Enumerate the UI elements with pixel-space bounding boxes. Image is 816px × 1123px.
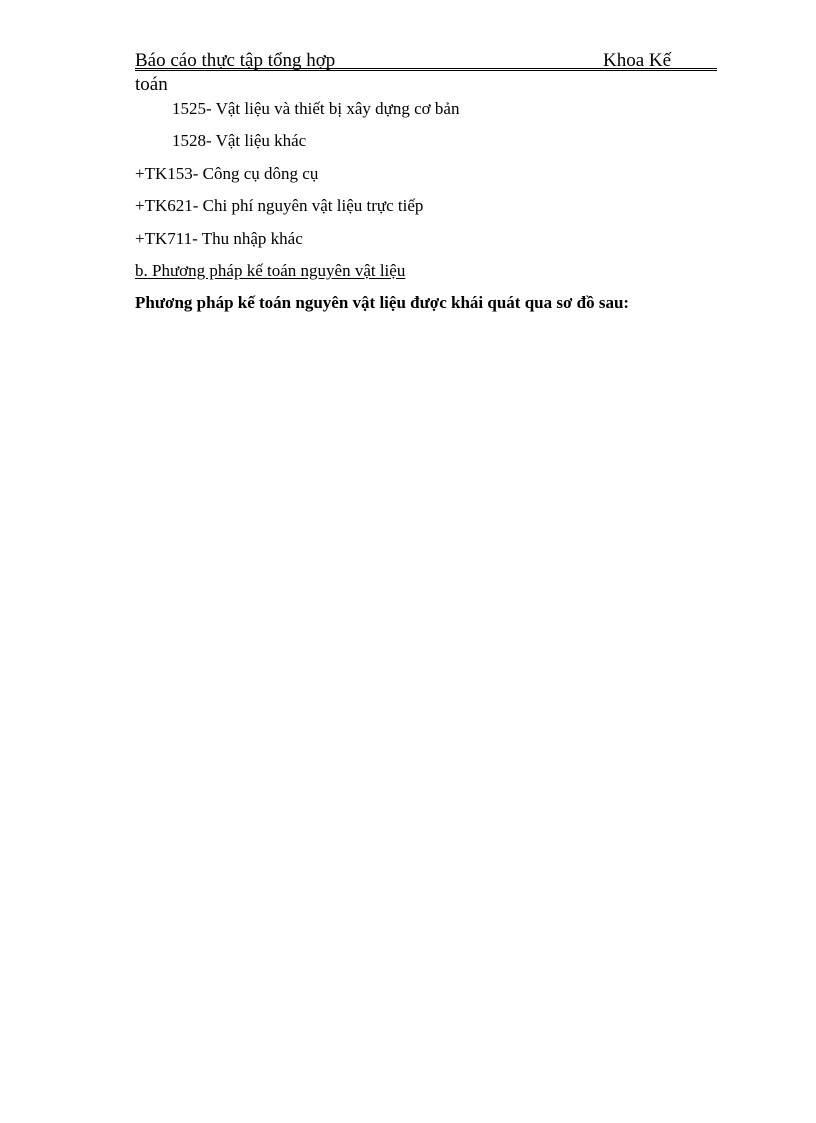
header-title: Báo cáo thực tập tổng hợp <box>135 50 336 71</box>
account-line-tk711: +TK711- Thu nhập khác <box>135 229 303 248</box>
account-line-tk153: +TK153- Công cụ dông cụ <box>135 164 319 183</box>
account-line-1525: 1525- Vật liệu và thiết bị xây dựng cơ bản <box>172 99 460 118</box>
header-department: Khoa Kế <box>603 50 672 71</box>
section-heading: b. Phương pháp kế toán nguyên vật liệu <box>135 261 406 280</box>
bold-statement: Phương pháp kế toán nguyên vật liệu được khái quát qua sơ đồ sau: <box>135 293 630 312</box>
account-line-tk621: +TK621- Chi phí nguyên vật liệu trực tiếp <box>135 196 424 215</box>
account-line-1528: 1528- Vật liệu khác <box>172 131 307 150</box>
header-rule <box>135 68 717 71</box>
header-continuation: toán <box>135 74 168 95</box>
page-header <box>135 50 717 72</box>
